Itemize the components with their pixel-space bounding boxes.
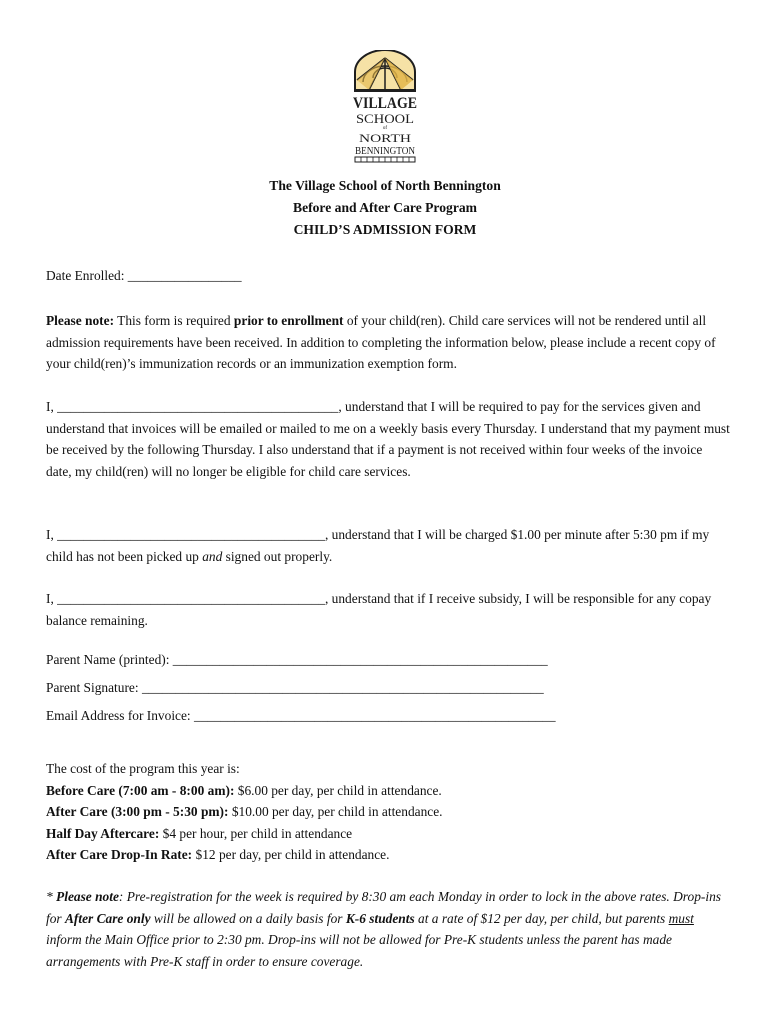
footnote-text-2: will be allowed on a daily basis for: [150, 910, 346, 926]
note-emphasis: prior to enrollment: [233, 313, 344, 328]
cost-item-value: $4 per hour, per child in attendance: [159, 825, 353, 841]
note-text-2: of your child(ren). Child care services will not be rendered until all admission requirements have been received. In addition to completing the information below, please include a recent copy of your child(ren)’s immunization records or an immunization exemption form.: [46, 313, 716, 371]
logo-line-5: BENNINGTON: [355, 146, 415, 157]
cost-item-label: Half Day Aftercare:: [46, 825, 160, 841]
school-name: The Village School of North Bennington: [269, 178, 501, 193]
parent-signature-field[interactable]: Parent Signature: ____________________________________________________________: [46, 680, 544, 695]
footnote-bold-1: After Care only: [64, 910, 151, 926]
logo-line-1: VILLAGE: [353, 95, 417, 112]
footnote-paragraph: [46, 886, 730, 972]
footnote-star: *: [46, 889, 57, 904]
cost-item-label: After Care Drop-In Rate:: [46, 847, 193, 862]
late-pickup-text-2: signed out properly.: [222, 548, 333, 564]
footnote-underline: must: [668, 910, 694, 926]
footnote-text-3: at a rate of $12 per day, per child, but parents: [414, 910, 669, 926]
footnote-bold-2: K-6 students: [345, 910, 415, 926]
late-pickup-text-1: I, ________________________________________, understand that I will be charged $1.00 per minute after 5:30 pm if my child has not been picked up: [46, 527, 710, 564]
form-header: [0, 175, 770, 241]
late-pickup-italic: and: [202, 548, 223, 564]
note-text-1: This form is required: [114, 313, 234, 328]
please-note-label: Please note:: [46, 313, 115, 328]
cost-section: [46, 758, 730, 866]
cost-item-value: $10.00 per day, per child in attendance.: [228, 804, 443, 819]
cost-item: [46, 801, 730, 823]
please-note-paragraph: [46, 310, 730, 375]
parent-name-field[interactable]: Parent Name (printed): ________________________________________________________: [46, 652, 548, 667]
footnote-text-1: : Pre-registration for the week is required by 8:30 am each Monday in order to lock in the above rates. Drop-ins for: [46, 889, 721, 926]
date-enrolled-field[interactable]: Date Enrolled: _________________: [46, 268, 242, 283]
form-title: CHILD’S ADMISSION FORM: [293, 222, 477, 237]
footnote-text-4: inform the Main Office prior to 2:30 pm. Drop-ins will not be allowed for Pre-K students unless the parent has made arrangements with Pre-K staff in order to ensure coverage.: [46, 932, 672, 969]
program-name: Before and After Care Program: [293, 200, 477, 215]
school-logo: [349, 50, 421, 164]
subsidy-statement[interactable]: I, ________________________________________, understand that if I receive subsidy, I will be responsible for any copay balance remaining.: [46, 591, 712, 628]
cost-intro: The cost of the program this year is:: [46, 761, 240, 776]
cost-item: [46, 844, 730, 866]
footnote-label: Please note: [56, 889, 119, 904]
logo-line-2: SCHOOL: [356, 111, 415, 126]
school-logo-graphic: [349, 50, 421, 164]
cost-item: [46, 823, 730, 845]
cost-item: [46, 780, 730, 802]
cost-item-value: $6.00 per day, per child in attendance.: [234, 782, 442, 798]
late-pickup-statement[interactable]: [46, 524, 730, 567]
logo-line-4: NORTH: [359, 131, 412, 145]
cost-item-value: $12 per day, per child in attendance.: [192, 847, 390, 862]
cost-item-label: Before Care (7:00 am - 8:00 am):: [46, 782, 235, 798]
logo-line-3: of: [382, 126, 388, 131]
cost-item-label: After Care (3:00 pm - 5:30 pm):: [46, 804, 229, 819]
payment-statement[interactable]: I, __________________________________________, understand that I will be required to pay for the services given and understand that invoices will be emailed or mailed to me on a weekly basis every Thursday. I understand that my payment must be received by the following Thursday. I also understand that if a payment is not received within four weeks of the invoice date, my child(ren) will no longer be eligible for child care services.: [46, 399, 730, 479]
email-invoice-field[interactable]: Email Address for Invoice: ______________________________________________________: [46, 708, 556, 723]
